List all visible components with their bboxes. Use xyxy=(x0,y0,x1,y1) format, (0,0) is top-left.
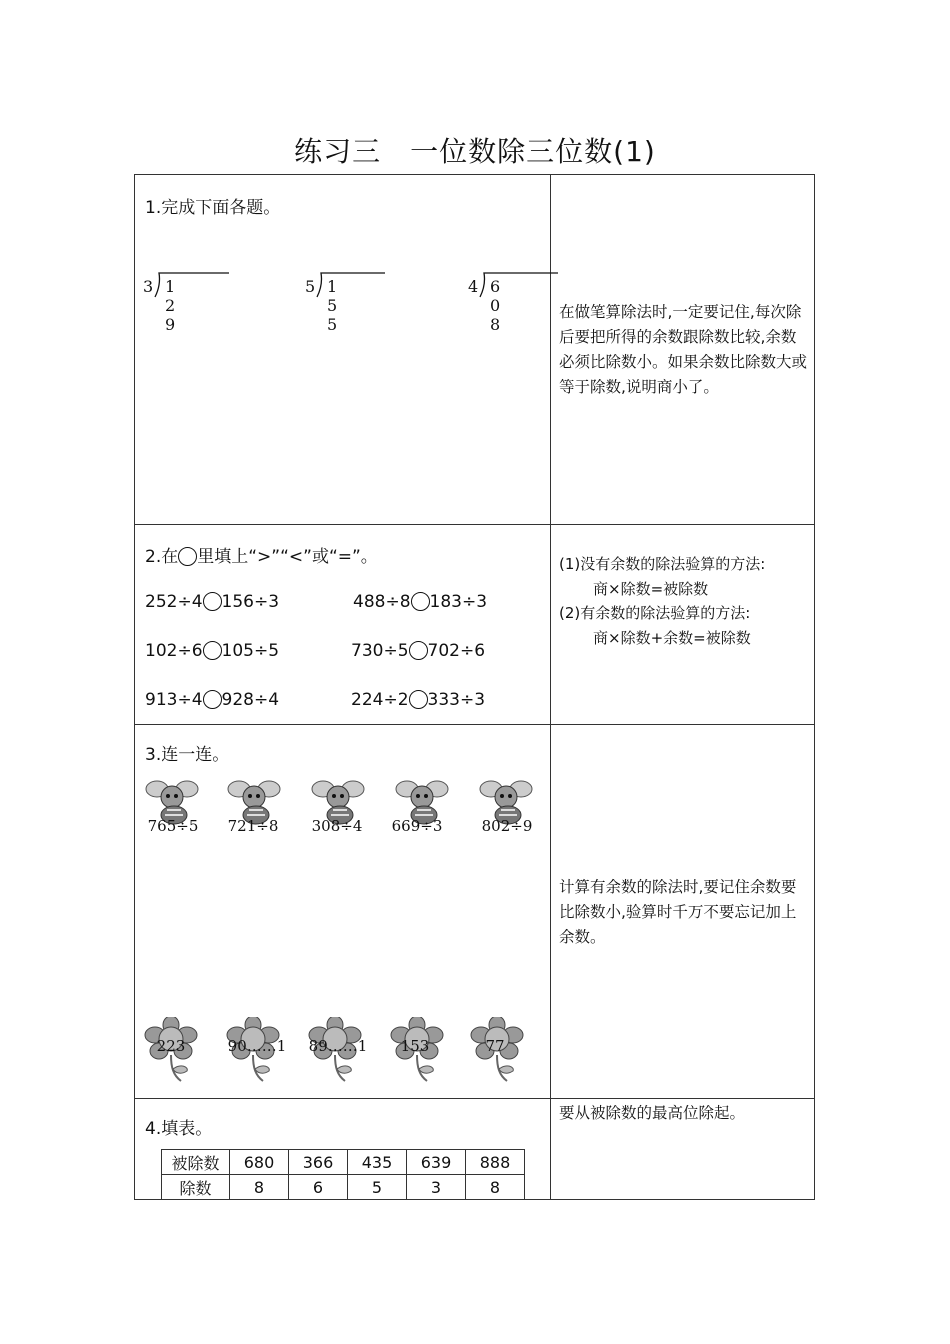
bee-expression[interactable]: 765÷5 xyxy=(147,817,199,835)
left-expression: 224÷2 xyxy=(351,690,409,710)
dividend: 1 5 5 xyxy=(327,277,344,334)
bee-expression[interactable]: 669÷3 xyxy=(391,817,443,835)
q3-heading: 3.连一连。 xyxy=(145,745,230,765)
q4-tip: 要从被除数的最高位除起。 xyxy=(559,1104,746,1122)
compare-item xyxy=(145,641,279,661)
q2-heading-end: 里填上“>”“<”或“=”。 xyxy=(197,547,378,567)
bee-expression[interactable]: 721÷8 xyxy=(227,817,279,835)
divisor: 5 xyxy=(305,277,316,296)
column-divider xyxy=(550,175,551,1199)
compare-item xyxy=(351,641,485,661)
left-expression: 488÷8 xyxy=(353,592,411,612)
dividend: 1 2 9 xyxy=(165,277,182,334)
table-cell: 680 xyxy=(230,1150,289,1175)
q4-heading: 4.填表。 xyxy=(145,1119,213,1139)
tip-line: (2)有余数的除法验算的方法: xyxy=(559,604,751,622)
q1-heading: 1.完成下面各题。 xyxy=(145,198,281,218)
q2-heading xyxy=(145,542,378,567)
table-cell: 3 xyxy=(407,1175,466,1200)
right-expression: 333÷3 xyxy=(427,690,486,710)
answer-circle[interactable] xyxy=(409,690,428,709)
table-row xyxy=(162,1150,525,1175)
table-cell: 888 xyxy=(466,1150,525,1175)
answer-circle[interactable] xyxy=(203,592,222,611)
row-divider xyxy=(135,1098,814,1099)
q2-heading-start: 2.在 xyxy=(145,547,179,567)
compare-item xyxy=(353,592,487,612)
answer-circle[interactable] xyxy=(411,592,430,611)
flower-value[interactable]: 223 xyxy=(156,1037,186,1055)
left-expression: 252÷4 xyxy=(145,592,203,612)
divisor: 3 xyxy=(143,277,154,296)
q3-tip: 计算有余数的除法时,要记住余数要比除数小,验算时千万不要忘记加上余数。 xyxy=(559,878,797,946)
left-expression: 102÷6 xyxy=(145,641,203,661)
page-title: 练习三 一位数除三位数(1) xyxy=(294,135,656,168)
answer-circle[interactable] xyxy=(203,690,222,709)
table-cell: 435 xyxy=(348,1150,407,1175)
fill-table xyxy=(161,1149,525,1200)
row-divider xyxy=(135,724,814,725)
compare-item xyxy=(145,690,279,710)
table-cell: 366 xyxy=(289,1150,348,1175)
right-expression: 105÷5 xyxy=(221,641,280,661)
table-cell: 8 xyxy=(466,1175,525,1200)
left-expression: 913÷4 xyxy=(145,690,203,710)
tip-line: (1)没有余数的除法验算的方法: xyxy=(559,555,766,573)
row-label: 除数 xyxy=(162,1175,230,1200)
flower-value[interactable]: 77 xyxy=(485,1037,505,1055)
flower-value[interactable]: 89……1 xyxy=(308,1037,368,1055)
answer-circle[interactable] xyxy=(409,641,428,660)
q1-tip: 在做笔算除法时,一定要记住,每次除后要把所得的余数跟除数比较,余数必须比除数小。如果余数比除数大或等于除数,说明商小了。 xyxy=(559,303,808,396)
flower-value[interactable]: 153 xyxy=(400,1037,430,1055)
table-cell: 5 xyxy=(348,1175,407,1200)
compare-item xyxy=(351,690,485,710)
answer-circle[interactable] xyxy=(203,641,222,660)
row-divider xyxy=(135,524,814,525)
q2-tip xyxy=(559,552,809,650)
bee-expression[interactable]: 802÷9 xyxy=(481,817,533,835)
bee-expression[interactable]: 308÷4 xyxy=(311,817,363,835)
table-cell: 639 xyxy=(407,1150,466,1175)
circle-icon xyxy=(178,547,197,566)
tip-line: 商×除数=被除数 xyxy=(593,579,709,598)
right-expression: 183÷3 xyxy=(429,592,488,612)
row-label: 被除数 xyxy=(162,1150,230,1175)
left-expression: 730÷5 xyxy=(351,641,409,661)
divisor: 4 xyxy=(468,277,479,296)
right-expression: 702÷6 xyxy=(427,641,486,661)
exercise-table xyxy=(134,174,815,1200)
compare-item xyxy=(145,592,279,612)
flower-value[interactable]: 90……1 xyxy=(227,1037,287,1055)
table-cell: 6 xyxy=(289,1175,348,1200)
dividend: 6 0 8 xyxy=(490,277,507,334)
table-cell: 8 xyxy=(230,1175,289,1200)
tip-line: 商×除数+余数=被除数 xyxy=(593,628,751,647)
table-row xyxy=(162,1175,525,1200)
right-expression: 156÷3 xyxy=(221,592,280,612)
right-expression: 928÷4 xyxy=(221,690,280,710)
